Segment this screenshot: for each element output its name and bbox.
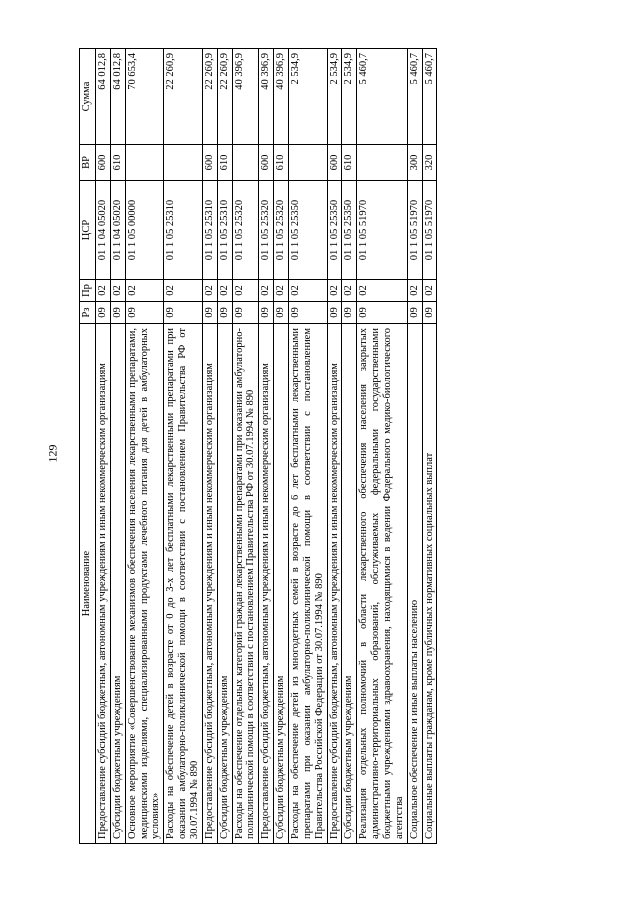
cell-sum: 2 534,9 — [342, 49, 357, 145]
cell-pr: 02 — [274, 280, 289, 302]
cell-rz: 09 — [96, 302, 111, 324]
cell-csr: 01 1 05 25320 — [232, 181, 259, 280]
cell-name: Субсидии бюджетным учреждениям — [342, 324, 357, 844]
cell-rz: 09 — [125, 302, 164, 324]
cell-pr: 02 — [125, 280, 164, 302]
cell-vr — [164, 145, 203, 181]
cell-sum: 64 012,8 — [96, 49, 111, 145]
cell-name: Основное мероприятие «Совершенствование механизмов обеспечения населения лекарственными препаратами, медицинскими изделиями, специализированными продуктами лечебного питания для детей в амбулаторных условиях» — [125, 324, 164, 844]
cell-vr — [357, 145, 407, 181]
cell-csr: 01 1 05 51970 — [422, 181, 437, 280]
cell-rz: 09 — [259, 302, 274, 324]
cell-name: Субсидии бюджетным учреждениям — [217, 324, 232, 844]
cell-name: Расходы на обеспечение детей из многодетных семей в возрасте до 6 лет бесплатными лекарственными препаратами при оказании амбулаторно-поликлинической помощи в соответствии с постановлением Правительства Российской Федерации от 30.07.1994 № 890 — [289, 324, 328, 844]
cell-sum: 5 460,7 — [422, 49, 437, 145]
cell-sum: 70 653,4 — [125, 49, 164, 145]
cell-sum: 40 396,9 — [274, 49, 289, 145]
table-wrapper — [79, 49, 559, 844]
cell-rz: 09 — [202, 302, 217, 324]
cell-csr: 01 1 04 05020 — [110, 181, 125, 280]
table-row — [422, 49, 437, 844]
cell-sum: 5 460,7 — [407, 49, 422, 145]
cell-pr: 02 — [202, 280, 217, 302]
cell-rz: 09 — [289, 302, 328, 324]
cell-csr: 01 1 05 25350 — [342, 181, 357, 280]
table-row — [217, 49, 232, 844]
table-row — [327, 49, 342, 844]
table-row — [357, 49, 407, 844]
table-body — [96, 49, 437, 844]
cell-pr: 02 — [289, 280, 328, 302]
cell-csr: 01 1 05 25350 — [289, 181, 328, 280]
cell-sum: 22 260,9 — [164, 49, 203, 145]
cell-rz: 09 — [327, 302, 342, 324]
rotated-page-content — [79, 49, 559, 844]
cell-pr: 02 — [407, 280, 422, 302]
cell-rz: 09 — [407, 302, 422, 324]
cell-name: Социальные выплаты гражданам, кроме публичных нормативных социальных выплат — [422, 324, 437, 844]
page-number: 129 — [45, 444, 60, 463]
cell-name: Реализация отдельных полномочий в области лекарственного обеспечения населения закрытых административно-территориальных образований, обслуживаемых федеральными государственными бюджетными учреждениями здравоохранения, находящимися в ведении Федерального медико-биологического агентства — [357, 324, 407, 844]
table-row — [259, 49, 274, 844]
cell-sum: 22 260,9 — [217, 49, 232, 145]
header-rz: Рз — [80, 302, 96, 324]
cell-sum: 2 534,9 — [327, 49, 342, 145]
budget-table — [79, 48, 437, 844]
table-row — [274, 49, 289, 844]
cell-pr: 02 — [164, 280, 203, 302]
header-vr: ВР — [80, 145, 96, 181]
cell-pr: 02 — [259, 280, 274, 302]
table-row — [407, 49, 422, 844]
table-row — [342, 49, 357, 844]
cell-rz: 09 — [274, 302, 289, 324]
cell-name: Предоставление субсидий бюджетным, автономным учреждениям и иным некоммерческим организациям — [96, 324, 111, 844]
header-name: Наименование — [80, 324, 96, 844]
cell-vr: 610 — [274, 145, 289, 181]
header-csr: ЦСР — [80, 181, 96, 280]
cell-pr: 02 — [357, 280, 407, 302]
cell-vr: 600 — [96, 145, 111, 181]
cell-pr: 02 — [232, 280, 259, 302]
cell-sum: 40 396,9 — [259, 49, 274, 145]
cell-sum: 5 460,7 — [357, 49, 407, 145]
table-row — [125, 49, 164, 844]
cell-pr: 02 — [327, 280, 342, 302]
cell-rz: 09 — [357, 302, 407, 324]
cell-name: Предоставление субсидий бюджетным, автономным учреждениям и иным некоммерческим организациям — [327, 324, 342, 844]
cell-csr: 01 1 05 25350 — [327, 181, 342, 280]
cell-name: Предоставление субсидий бюджетным, автономным учреждениям и иным некоммерческим организациям — [259, 324, 274, 844]
cell-name: Предоставление субсидий бюджетным, автономным учреждениям и иным некоммерческим организациям — [202, 324, 217, 844]
header-sum: Сумма — [80, 49, 96, 145]
table-row — [202, 49, 217, 844]
cell-pr: 02 — [96, 280, 111, 302]
cell-name: Расходы на обеспечение детей в возрасте от 0 до 3-х лет бесплатными лекарственными препаратами при оказании амбулаторно-поликлинической помощи в соответствии с постановлением Правительства РФ от 30.07.1994 № 890 — [164, 324, 203, 844]
cell-vr: 300 — [407, 145, 422, 181]
header-pr: Пр — [80, 280, 96, 302]
cell-rz: 09 — [422, 302, 437, 324]
cell-csr: 01 1 05 51970 — [407, 181, 422, 280]
table-header-row — [80, 49, 96, 844]
cell-name: Социальное обеспечение и иные выплаты населению — [407, 324, 422, 844]
cell-name: Расходы на обеспечение отдельных категорий граждан лекарственными препаратами при оказании амбулаторно-поликлинической помощи в соответствии с постановлением Правительства РФ от 30.07.1994 № 890 — [232, 324, 259, 844]
cell-vr: 320 — [422, 145, 437, 181]
cell-sum: 40 396,9 — [232, 49, 259, 145]
cell-sum: 2 534,9 — [289, 49, 328, 145]
cell-csr: 01 1 05 00000 — [125, 181, 164, 280]
cell-csr: 01 1 05 25320 — [259, 181, 274, 280]
cell-vr — [125, 145, 164, 181]
cell-csr: 01 1 05 25310 — [217, 181, 232, 280]
cell-rz: 09 — [110, 302, 125, 324]
cell-pr: 02 — [217, 280, 232, 302]
cell-vr: 610 — [342, 145, 357, 181]
cell-vr: 600 — [327, 145, 342, 181]
cell-csr: 01 1 05 25320 — [274, 181, 289, 280]
cell-name: Субсидии бюджетным учреждениям — [110, 324, 125, 844]
cell-csr: 01 1 05 25310 — [164, 181, 203, 280]
cell-csr: 01 1 04 05020 — [96, 181, 111, 280]
cell-pr: 02 — [110, 280, 125, 302]
cell-vr: 600 — [259, 145, 274, 181]
cell-vr: 600 — [202, 145, 217, 181]
cell-rz: 09 — [232, 302, 259, 324]
cell-csr: 01 1 05 25310 — [202, 181, 217, 280]
cell-sum: 22 260,9 — [202, 49, 217, 145]
cell-vr: 610 — [217, 145, 232, 181]
cell-pr: 02 — [342, 280, 357, 302]
table-row — [110, 49, 125, 844]
cell-vr: 610 — [110, 145, 125, 181]
cell-pr: 02 — [422, 280, 437, 302]
table-row — [289, 49, 328, 844]
cell-name: Субсидии бюджетным учреждениям — [274, 324, 289, 844]
cell-rz: 09 — [342, 302, 357, 324]
cell-vr — [289, 145, 328, 181]
cell-sum: 64 012,8 — [110, 49, 125, 145]
cell-vr — [232, 145, 259, 181]
table-row — [164, 49, 203, 844]
cell-rz: 09 — [217, 302, 232, 324]
table-row — [232, 49, 259, 844]
table-row — [96, 49, 111, 844]
cell-rz: 09 — [164, 302, 203, 324]
cell-csr: 01 1 05 51970 — [357, 181, 407, 280]
